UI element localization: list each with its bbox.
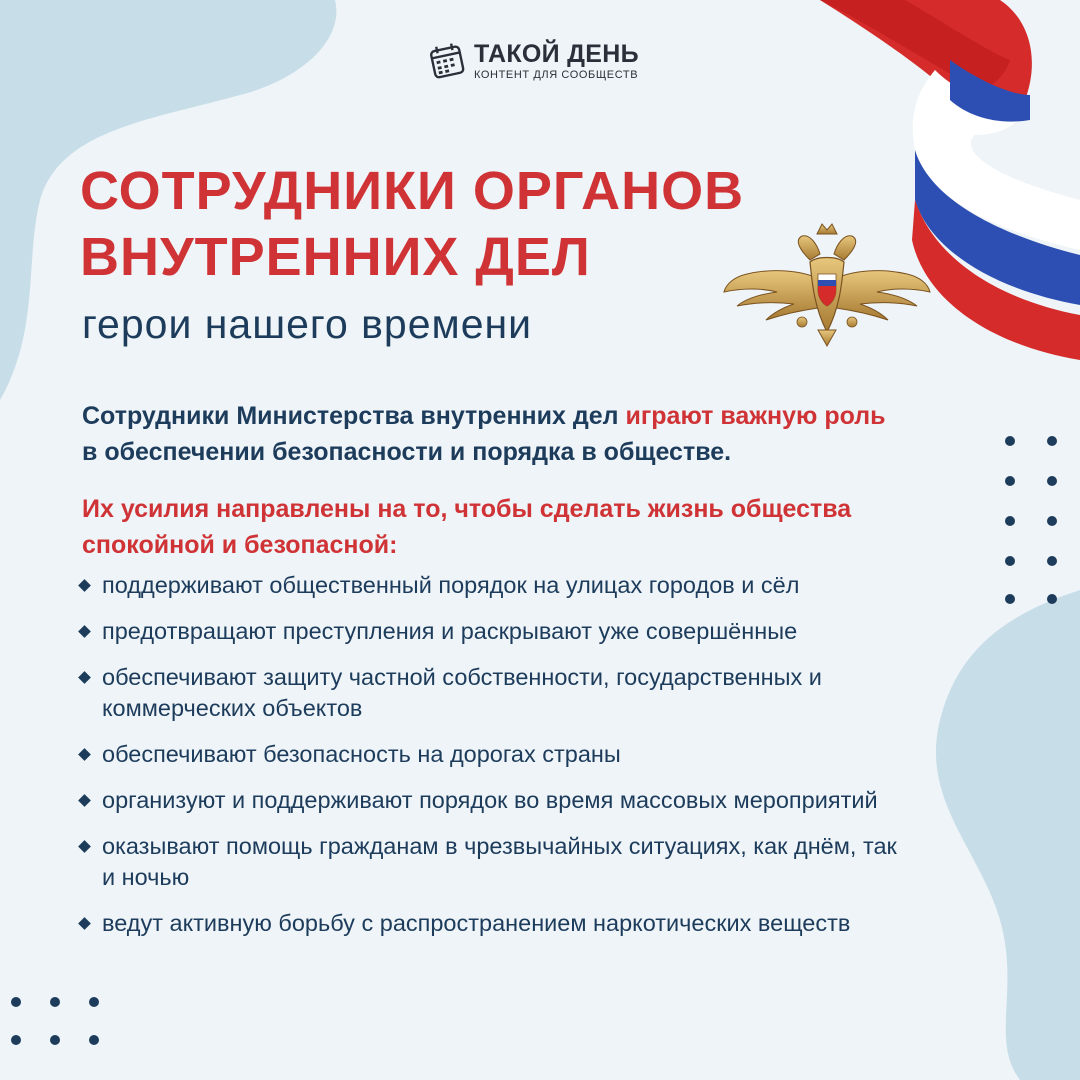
diamond-bullet-icon (78, 748, 91, 761)
duties-list (78, 570, 998, 954)
brand-tagline: КОНТЕНТ ДЛЯ СООБЩЕСТВ (474, 69, 639, 81)
intro-part-2: в обеспечении безопасности и порядка в обществе. (82, 438, 732, 466)
list-item: обеспечивают безопасность на дорогах страны (78, 739, 998, 770)
list-item: организуют и поддерживают порядок во время массовых мероприятий (78, 785, 882, 816)
mvd-emblem-icon (722, 222, 932, 350)
title-line-2: ВНУТРЕННИХ ДЕЛ (80, 227, 591, 287)
list-item: оказывают помощь гражданам в чрезвычайных ситуациях, как днём, так и ночью (78, 831, 902, 893)
brand-name: ТАКОЙ ДЕНЬ (474, 40, 639, 68)
list-item: обеспечивают защиту частной собственности, государственных и коммерческих объектов (78, 662, 952, 724)
page-title (80, 158, 744, 290)
diamond-bullet-icon (78, 917, 91, 930)
intro-highlight: играют важную роль (625, 402, 886, 430)
diamond-bullet-icon (78, 579, 91, 592)
lead-text: Их усилия направлены на то, чтобы сделать жизнь общества спокойной и безопасной: (82, 495, 852, 559)
diamond-bullet-icon (78, 840, 91, 853)
calendar-icon (428, 42, 466, 80)
intro-text (82, 398, 1012, 470)
list-item: предотвращают преступления и раскрывают уже совершённые (78, 616, 998, 647)
intro-part-1: Сотрудники Министерства внутренних дел (82, 402, 626, 430)
list-item: поддерживают общественный порядок на улицах городов и сёл (78, 570, 998, 601)
diamond-bullet-icon (78, 794, 91, 807)
diamond-bullet-icon (78, 625, 91, 638)
page-subtitle: герои нашего времени (82, 301, 533, 347)
brand-logo (428, 40, 639, 82)
list-item: ведут активную борьбу с распространением наркотических веществ (78, 908, 998, 939)
diamond-bullet-icon (78, 671, 91, 684)
title-line-1: СОТРУДНИКИ ОРГАНОВ (80, 161, 745, 221)
